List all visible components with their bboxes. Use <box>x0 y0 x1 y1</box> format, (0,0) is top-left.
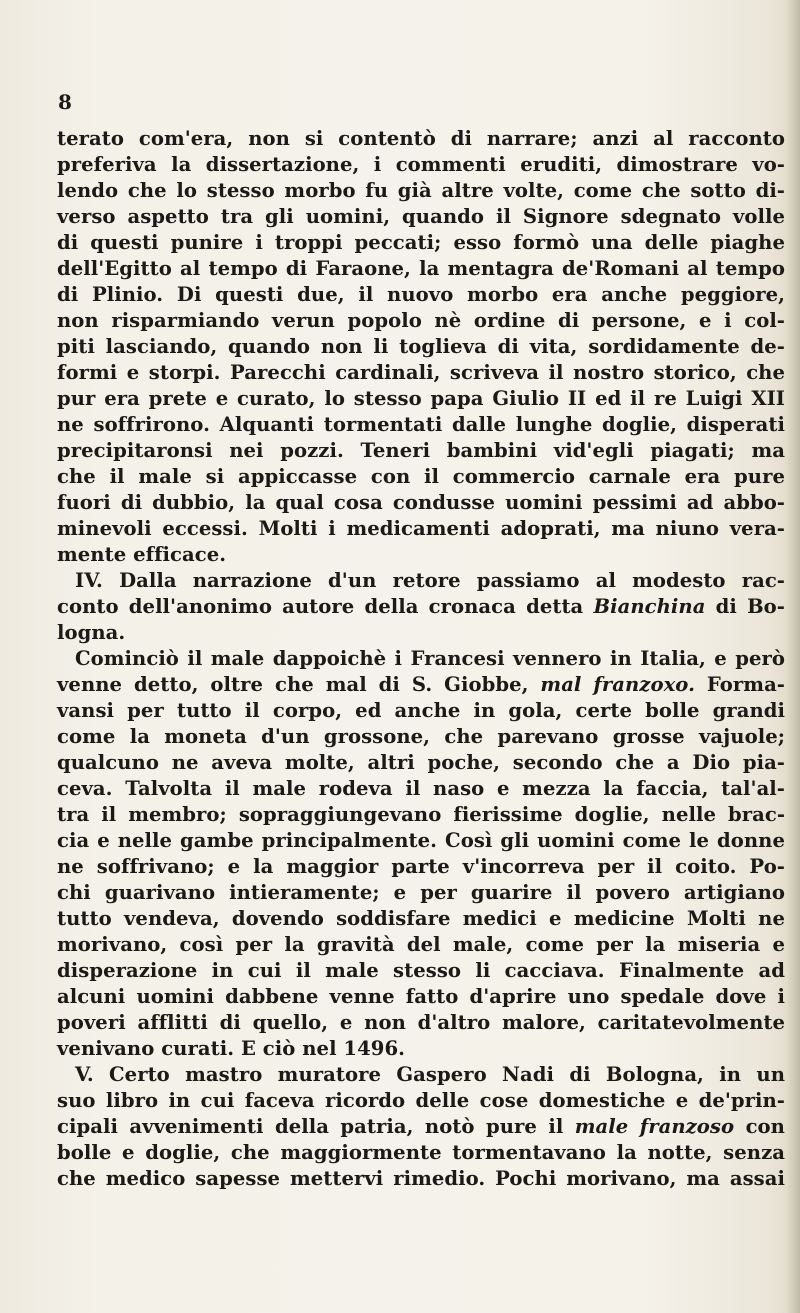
text-line <box>57 672 785 698</box>
text-line <box>57 360 785 386</box>
text-line-content: piti lasciando, quando non li toglieva di vita, sordidamente de- <box>57 335 785 358</box>
text-line <box>57 204 785 230</box>
italic-term: mal franzoxo. <box>540 673 695 696</box>
text-line <box>57 698 785 724</box>
text-line <box>57 386 785 412</box>
text-line <box>57 1140 785 1166</box>
text-line <box>57 126 785 152</box>
text-line <box>57 282 785 308</box>
text-line <box>57 776 785 802</box>
text-line <box>57 152 785 178</box>
text-line-content: V. Certo mastro muratore Gaspero Nadi di Bologna, in un <box>75 1063 785 1086</box>
text-line <box>57 568 785 594</box>
text-line <box>57 230 785 256</box>
text-line-content: precipitaronsi nei pozzi. Teneri bambini vid'egli piagati; ma <box>57 439 785 462</box>
text-line-content: qualcuno ne aveva molte, altri poche, secondo che a Dio pia- <box>57 751 785 774</box>
text-line-content: conto dell'anonimo autore della cronaca detta <box>57 595 594 618</box>
text-line <box>57 802 785 828</box>
text-line-content: ne soffrivano; e la maggior parte v'incorreva per il coito. Po- <box>57 855 785 878</box>
text-line-content: chi guarivano intieramente; e per guarire il povero artigiano <box>57 881 785 904</box>
text-line <box>57 906 785 932</box>
text-line <box>57 1166 785 1192</box>
text-line-content: lendo che lo stesso morbo fu già altre volte, come che sotto di- <box>57 179 785 202</box>
text-line <box>57 178 785 204</box>
text-line <box>57 594 785 620</box>
text-line <box>57 412 785 438</box>
text-line <box>57 984 785 1010</box>
text-line-content: fuori di dubbio, la qual cosa condusse uomini pessimi ad abbo- <box>57 491 785 514</box>
text-line <box>57 1062 785 1088</box>
text-line-content: disperazione in cui il male stesso li cacciava. Finalmente ad <box>57 959 785 982</box>
text-line-content: preferiva la dissertazione, i commenti eruditi, dimostrare vo- <box>57 153 785 176</box>
text-line-content: Cominciò il male dappoichè i Francesi vennero in Italia, e però <box>75 647 785 670</box>
text-line <box>57 932 785 958</box>
text-line-content: logna. <box>57 621 126 644</box>
text-line-content: formi e storpi. Parecchi cardinali, scriveva il nostro storico, che <box>57 361 785 384</box>
text-line <box>57 1010 785 1036</box>
text-line-content: dell'Egitto al tempo di Faraone, la mentagra de'Romani al tempo <box>57 257 785 280</box>
page-number: 8 <box>58 90 72 114</box>
text-line <box>57 464 785 490</box>
text-line <box>57 724 785 750</box>
text-line-content: morivano, così per la gravità del male, come per la miseria e <box>57 933 785 956</box>
text-line-content: che il male si appiccasse con il commercio carnale era pure <box>57 465 785 488</box>
text-line-tail: Forma- <box>694 673 785 696</box>
text-line <box>57 542 785 568</box>
text-line <box>57 854 785 880</box>
text-line-content: di questi punire i troppi peccati; esso formò una delle piaghe <box>57 231 785 254</box>
text-line-content: ne soffrirono. Alquanti tormentati dalle lunghe doglie, disperati <box>57 413 785 436</box>
text-line-content: non risparmiando verun popolo nè ordine di persone, e i col- <box>57 309 785 332</box>
text-line-content: vansi per tutto il corpo, ed anche in gola, certe bolle grandi <box>57 699 785 722</box>
text-line-tail: di Bo- <box>705 595 785 618</box>
text-line-content: venivano curati. E ciò nel 1496. <box>57 1037 406 1060</box>
text-line <box>57 750 785 776</box>
text-line <box>57 308 785 334</box>
text-line <box>57 334 785 360</box>
text-line-content: cipali avvenimenti della patria, notò pure il <box>57 1115 575 1138</box>
text-line-content: cia e nelle gambe principalmente. Così gli uomini come le donne <box>57 829 785 852</box>
text-line <box>57 828 785 854</box>
text-line-content: minevoli eccessi. Molti i medicamenti adoprati, ma niuno vera- <box>57 517 785 540</box>
text-line <box>57 516 785 542</box>
text-line-content: ceva. Talvolta il male rodeva il naso e mezza la faccia, tal'al- <box>57 777 785 800</box>
text-line <box>57 438 785 464</box>
text-line-content: tutto vendeva, dovendo soddisfare medici e medicine Molti ne <box>57 907 785 930</box>
text-line <box>57 880 785 906</box>
page-edge-shadow <box>786 0 800 1313</box>
text-line-content: terato com'era, non si contentò di narrare; anzi al racconto <box>57 127 785 150</box>
italic-term: male franzoso <box>574 1115 735 1138</box>
text-line-content: poveri afflitti di quello, e non d'altro malore, caritatevolmente <box>57 1011 785 1034</box>
text-line-content: tra il membro; sopraggiungevano fierissime doglie, nelle brac- <box>57 803 785 826</box>
text-line-content: alcuni uomini dabbene venne fatto d'aprire uno spedale dove i <box>57 985 785 1008</box>
text-line-content: verso aspetto tra gli uomini, quando il Signore sdegnato volle <box>57 205 785 228</box>
body-text <box>57 126 785 1192</box>
text-line-content: bolle e doglie, che maggiormente tormentavano la notte, senza <box>57 1141 785 1164</box>
text-line <box>57 646 785 672</box>
text-line <box>57 1036 785 1062</box>
italic-term: Bianchina <box>593 595 706 618</box>
text-line <box>57 620 785 646</box>
text-line-content: che medico sapesse mettervi rimedio. Pochi morivano, ma assai <box>57 1167 785 1190</box>
text-line-content: IV. Dalla narrazione d'un retore passiamo al modesto rac- <box>75 569 785 592</box>
text-line-content: mente efficace. <box>57 543 227 566</box>
text-line-content: pur era prete e curato, lo stesso papa Giulio II ed il re Luigi XII <box>57 387 785 410</box>
text-line <box>57 1088 785 1114</box>
text-line-content: suo libro in cui faceva ricordo delle cose domestiche e de'prin- <box>57 1089 785 1112</box>
text-line-content: venne detto, oltre che mal di S. Giobbe, <box>57 673 541 696</box>
text-line-content: di Plinio. Di questi due, il nuovo morbo era anche peggiore, <box>57 283 785 306</box>
text-line <box>57 256 785 282</box>
text-line <box>57 1114 785 1140</box>
text-line-tail: con <box>734 1115 785 1138</box>
text-line <box>57 490 785 516</box>
text-line <box>57 958 785 984</box>
text-line-content: come la moneta d'un grossone, che parevano grosse vajuole; <box>57 725 785 748</box>
